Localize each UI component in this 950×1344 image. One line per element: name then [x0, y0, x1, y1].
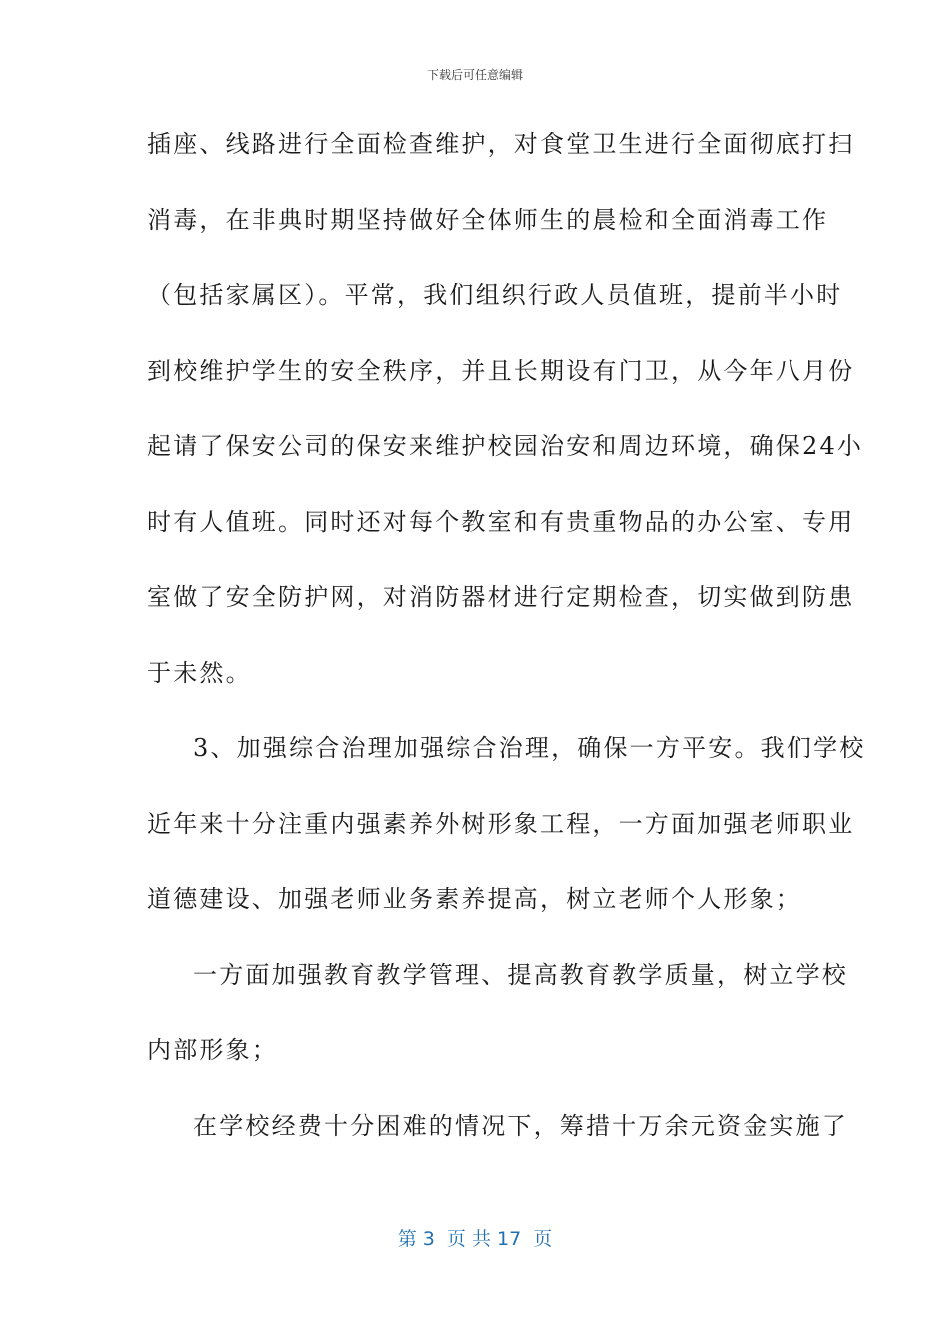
text-line: 到校维护学生的安全秩序，并且长期设有门卫，从今年八月份	[147, 356, 855, 385]
text-line: 插座、线路进行全面检查维护，对食堂卫生进行全面彻底打扫	[147, 130, 855, 158]
body-text	[147, 124, 866, 1181]
text-line: 近年来十分注重内强素养外树形象工程，一方面加强老师职业	[147, 809, 855, 838]
paragraph-start-line: 3、加强综合治理加强综合治理，确保一方平安。我们学校	[193, 734, 866, 762]
page-header: 下载后可任意编辑	[426, 68, 523, 82]
text-line: 消毒，在非典时期坚持做好全体师生的晨检和全面消毒工作	[147, 205, 829, 234]
page-number-footer: 第 3 页 共 17 页	[397, 1228, 553, 1250]
text-line: 起请了保安公司的保安来维护校园治安和周边环境，确保24小	[147, 432, 864, 460]
paragraph-start-line: 一方面加强教育教学管理、提高教育教学质量，树立学校	[193, 960, 848, 989]
text-line: 室做了安全防护网，对消防器材进行定期检查，切实做到防患	[147, 583, 855, 611]
text-line: （包括家属区）。平常，我们组织行政人员值班，提前半小时	[147, 281, 843, 309]
paragraph-start-line: 在学校经费十分困难的情况下，筹措十万余元资金实施了	[193, 1111, 848, 1140]
text-line: 道德建设、加强老师业务素养提高，树立老师个人形象；	[147, 885, 802, 913]
text-line: 内部形象；	[147, 1036, 278, 1064]
text-line: 于未然。	[147, 658, 252, 687]
text-line: 时有人值班。同时还对每个教室和有贵重物品的办公室、专用	[147, 507, 855, 536]
